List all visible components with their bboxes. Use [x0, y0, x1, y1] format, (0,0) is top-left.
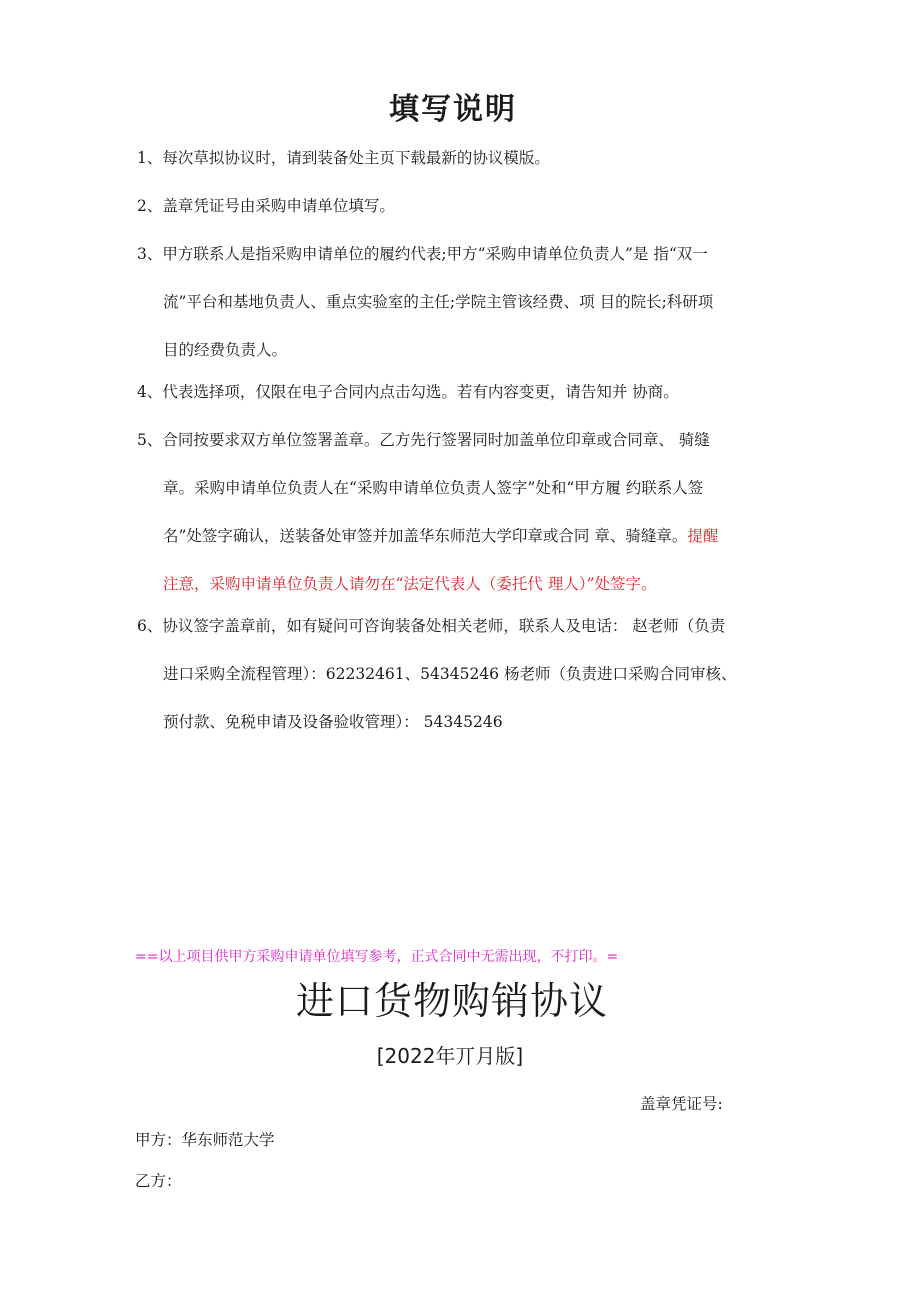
- party-b: 乙方：: [135, 1172, 182, 1190]
- instruction-item-5: [137, 416, 797, 608]
- item-4-text: 4、代表选择项，仅限在电子合同内点击勾选。若有内容变更，请告知并 协商。: [137, 383, 679, 401]
- agreement-title: 进口货物购销协议: [295, 979, 608, 1023]
- item-3-line-2: 流”平台和基地负责人、重点实验室的主任;学院主管该经费、项 目的院长;科研项: [163, 293, 714, 311]
- item-5-line-2: 章。采购申请单位负责人在“采购申请单位负责人签字”处和“甲方履 约联系人签: [163, 479, 704, 497]
- party-a: 甲方：华东师范大学: [135, 1131, 275, 1149]
- instruction-item-2: [137, 182, 797, 230]
- item-5-line-3-text: 名”处签字确认，送装备处审签并加盖华东师范大学印章或合同 章、骑缝章。: [163, 527, 688, 545]
- item-2-text: 2、盖章凭证号由采购申请单位填写。: [137, 197, 395, 215]
- print-note: ==以上项目供甲方采购申请单位填写参考，正式合同中无需出现，不打印。=: [135, 949, 619, 965]
- instruction-item-6: [137, 602, 797, 746]
- instruction-item-1: [137, 134, 797, 182]
- item-6-line-3: 预付款、免税申请及设备验收管理）： 54345246: [163, 713, 503, 731]
- item-6-line-2: 进口采购全流程管理）：62232461、54345246 杨老师（负责进口采购合同审核、: [163, 665, 737, 683]
- item-5-line-3: [137, 512, 797, 560]
- item-5-line-1: 5、合同按要求双方单位签署盖章。乙方先行签署同时加盖单位印章或合同章、 骑缝: [137, 431, 710, 449]
- seal-number-label: 盖章凭证号:: [640, 1095, 723, 1113]
- instructions-title: 填写说明: [389, 92, 517, 127]
- item-5-line-4-warning: 注意，采购申请单位负责人请勿在“法定代表人（委托代 理人）”处签字。: [163, 575, 657, 593]
- item-3-line-1: 3、甲方联系人是指采购申请单位的履约代表;甲方“采购申请单位负责人”是 指“双一: [137, 245, 708, 263]
- instruction-item-4: [137, 368, 797, 416]
- item-6-line-1: 6、协议签字盖章前，如有疑问可咨询装备处相关老师，联系人及电话： 赵老师（负责: [137, 617, 726, 635]
- item-1-text: 1、每次草拟协议时，请到装备处主页下载最新的协议模版。: [137, 149, 550, 167]
- reminder-text: 提醒: [687, 527, 719, 545]
- item-3-line-3: 目的经费负责人。: [163, 341, 288, 359]
- instruction-item-3: [137, 230, 797, 374]
- agreement-version: [2022年丌月版]: [376, 1044, 524, 1068]
